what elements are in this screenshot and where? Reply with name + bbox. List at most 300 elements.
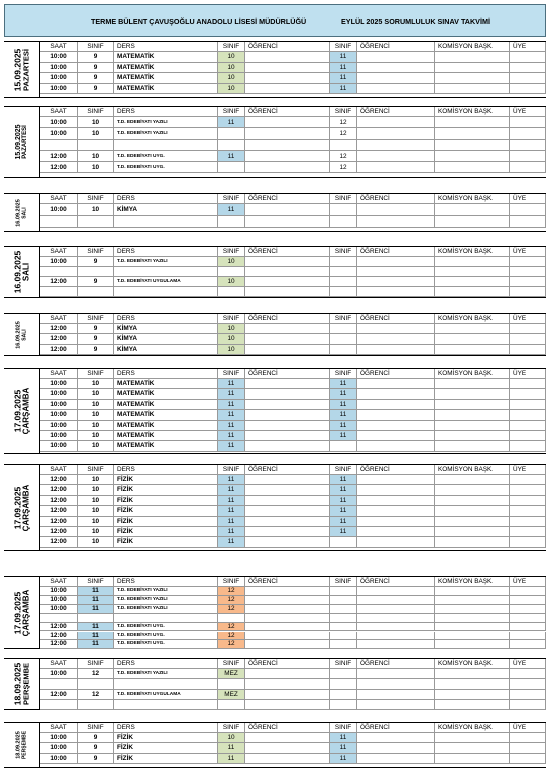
column-header-ogrenci: ÖĞRENCİ xyxy=(245,194,330,204)
cell-o2 xyxy=(357,389,435,399)
cell-s2: 11 xyxy=(218,754,245,764)
column-header-ogrenci2: ÖĞRENCİ xyxy=(357,577,435,587)
cell-ders: T.D. EDEBİYATI YAZILI xyxy=(114,669,218,679)
cell-saat xyxy=(40,140,78,151)
exam-day: PERŞEMBE xyxy=(21,662,31,706)
cell-saat: 12:00 xyxy=(40,162,78,173)
column-header-sinif3: SINIF xyxy=(330,247,357,257)
cell-saat: 10:00 xyxy=(40,379,78,389)
column-header-sinif2: SINIF xyxy=(218,194,245,204)
cell-ders: FİZİK xyxy=(114,517,218,527)
cell-s2: 10 xyxy=(218,257,245,267)
cell-sinif: 9 xyxy=(78,84,114,95)
cell-kom xyxy=(435,389,510,399)
cell-o2 xyxy=(357,517,435,527)
cell-kom xyxy=(435,324,510,334)
table-row xyxy=(40,754,546,764)
cell-kom xyxy=(435,587,510,596)
table-row xyxy=(40,475,546,485)
cell-s3: 11 xyxy=(330,389,357,399)
cell-uye xyxy=(510,527,546,537)
date-label xyxy=(13,251,30,294)
cell-uye xyxy=(510,287,546,297)
cell-ders: T.D. EDEBİYATI UYG. xyxy=(114,640,218,649)
date-label xyxy=(16,731,27,759)
cell-saat: 10:00 xyxy=(40,389,78,399)
schedule-header xyxy=(4,4,546,37)
cell-saat: 12:00 xyxy=(40,517,78,527)
table-row xyxy=(40,379,546,389)
cell-o1 xyxy=(245,421,330,431)
date-cell xyxy=(4,369,40,453)
table-row xyxy=(40,743,546,753)
exam-date: 16.09.2025 xyxy=(14,320,21,349)
cell-o1 xyxy=(245,204,330,216)
cell-s2: 11 xyxy=(218,743,245,753)
cell-uye xyxy=(510,277,546,287)
table-row xyxy=(40,506,546,516)
cell-sinif: 10 xyxy=(78,128,114,139)
cell-kom xyxy=(435,441,510,451)
cell-o1 xyxy=(245,216,330,228)
exam-date: 18.09.2025 xyxy=(12,662,23,706)
cell-s3 xyxy=(330,441,357,451)
cell-o1 xyxy=(245,267,330,277)
table-row xyxy=(40,52,546,63)
cell-s3 xyxy=(330,596,357,605)
exam-date: 15.09.2025 xyxy=(14,124,22,160)
date-cell xyxy=(4,465,40,550)
cell-uye xyxy=(510,623,546,632)
cell-o2 xyxy=(357,128,435,139)
table-row xyxy=(40,267,546,277)
column-header-sinif2: SINIF xyxy=(218,369,245,379)
cell-saat: 12:00 xyxy=(40,334,78,344)
cell-kom xyxy=(435,669,510,679)
cell-s3 xyxy=(330,690,357,700)
cell-o2 xyxy=(357,527,435,537)
cell-ders: FİZİK xyxy=(114,496,218,506)
cell-s2 xyxy=(218,287,245,297)
cell-sinif xyxy=(78,614,114,623)
cell-s2: 10 xyxy=(218,84,245,95)
cell-saat: 12:00 xyxy=(40,277,78,287)
cell-ders: MATEMATİK xyxy=(114,441,218,451)
date-cell xyxy=(4,659,40,709)
cell-sinif: 11 xyxy=(78,640,114,649)
cell-saat xyxy=(40,267,78,277)
cell-ders: MATEMATİK xyxy=(114,379,218,389)
cell-o1 xyxy=(245,52,330,63)
column-header-ogrenci: ÖĞRENCİ xyxy=(245,659,330,669)
column-header-sinif2: SINIF xyxy=(218,465,245,475)
cell-o2 xyxy=(357,204,435,216)
cell-s3: 11 xyxy=(330,517,357,527)
cell-sinif: 11 xyxy=(78,587,114,596)
column-header-ders: DERS xyxy=(114,723,218,733)
cell-o1 xyxy=(245,614,330,623)
column-header-komisyon: KOMİSYON BAŞK. xyxy=(435,723,510,733)
cell-kom xyxy=(435,623,510,632)
cell-ders: KİMYA xyxy=(114,334,218,344)
cell-sinif: 9 xyxy=(78,324,114,334)
table-row xyxy=(40,421,546,431)
cell-saat xyxy=(40,700,78,710)
cell-o2 xyxy=(357,345,435,355)
cell-sinif: 9 xyxy=(78,345,114,355)
cell-kom xyxy=(435,128,510,139)
cell-s2: 11 xyxy=(218,204,245,216)
cell-ders: MATEMATİK xyxy=(114,84,218,95)
cell-uye xyxy=(510,73,546,84)
cell-uye xyxy=(510,690,546,700)
cell-o2 xyxy=(357,267,435,277)
schedule-block xyxy=(4,106,546,178)
cell-s2 xyxy=(218,216,245,228)
cell-o1 xyxy=(245,700,330,710)
cell-o1 xyxy=(245,632,330,641)
column-header-sinif3: SINIF xyxy=(330,107,357,117)
cell-s2: 11 xyxy=(218,117,245,128)
cell-sinif: 9 xyxy=(78,334,114,344)
cell-s3: 11 xyxy=(330,379,357,389)
cell-uye xyxy=(510,700,546,710)
table-row xyxy=(40,537,546,547)
cell-o2 xyxy=(357,754,435,764)
cell-o1 xyxy=(245,669,330,679)
column-header-ogrenci2: ÖĞRENCİ xyxy=(357,369,435,379)
cell-s2: 12 xyxy=(218,640,245,649)
cell-ders: T.D. EDEBİYATI UYG. xyxy=(114,632,218,641)
cell-s3 xyxy=(330,277,357,287)
cell-s3 xyxy=(330,632,357,641)
cell-o2 xyxy=(357,743,435,753)
cell-o1 xyxy=(245,73,330,84)
schedule-block xyxy=(4,722,546,768)
column-header-komisyon: KOMİSYON BAŞK. xyxy=(435,369,510,379)
cell-s2 xyxy=(218,614,245,623)
cell-sinif: 10 xyxy=(78,162,114,173)
table-row xyxy=(40,632,546,641)
table-row xyxy=(40,517,546,527)
table-row xyxy=(40,389,546,399)
cell-o1 xyxy=(245,334,330,344)
cell-uye xyxy=(510,257,546,267)
column-header-ders: DERS xyxy=(114,369,218,379)
cell-saat: 10:00 xyxy=(40,733,78,743)
schedule-block xyxy=(4,464,546,551)
cell-saat: 10:00 xyxy=(40,410,78,420)
cell-kom xyxy=(435,277,510,287)
column-header-saat: SAAT xyxy=(40,577,78,587)
cell-o1 xyxy=(245,506,330,516)
cell-s2: 11 xyxy=(218,379,245,389)
cell-s2: 11 xyxy=(218,506,245,516)
date-cell xyxy=(4,107,40,177)
table-row xyxy=(40,690,546,700)
cell-saat: 12:00 xyxy=(40,485,78,495)
cell-o1 xyxy=(245,485,330,495)
column-header-sinif: SINIF xyxy=(78,723,114,733)
cell-kom xyxy=(435,117,510,128)
cell-ders: T.D. EDEBİYATI UYGULAMA xyxy=(114,277,218,287)
column-header-row xyxy=(40,194,546,204)
cell-s2: 10 xyxy=(218,277,245,287)
cell-kom xyxy=(435,596,510,605)
schedule-block xyxy=(4,313,546,356)
column-header-saat: SAAT xyxy=(40,194,78,204)
cell-o1 xyxy=(245,605,330,614)
cell-sinif: 11 xyxy=(78,623,114,632)
cell-saat: 12:00 xyxy=(40,690,78,700)
column-header-komisyon: KOMİSYON BAŞK. xyxy=(435,42,510,52)
column-header-sinif2: SINIF xyxy=(218,42,245,52)
cell-o2 xyxy=(357,640,435,649)
cell-sinif: 10 xyxy=(78,379,114,389)
column-header-ogrenci2: ÖĞRENCİ xyxy=(357,194,435,204)
cell-o1 xyxy=(245,128,330,139)
cell-s3 xyxy=(330,605,357,614)
date-cell xyxy=(4,314,40,355)
cell-s3: 11 xyxy=(330,485,357,495)
column-header-ogrenci: ÖĞRENCİ xyxy=(245,723,330,733)
cell-uye xyxy=(510,431,546,441)
column-header-saat: SAAT xyxy=(40,723,78,733)
column-header-ogrenci2: ÖĞRENCİ xyxy=(357,314,435,324)
column-header-ogrenci2: ÖĞRENCİ xyxy=(357,247,435,257)
cell-o1 xyxy=(245,679,330,689)
cell-kom xyxy=(435,334,510,344)
table-row xyxy=(40,485,546,495)
column-header-sinif: SINIF xyxy=(78,577,114,587)
cell-s3: 11 xyxy=(330,410,357,420)
cell-ders: FİZİK xyxy=(114,475,218,485)
table-row xyxy=(40,84,546,95)
column-header-sinif: SINIF xyxy=(78,369,114,379)
cell-ders: T.D. EDEBİYATI UYG. xyxy=(114,151,218,162)
cell-o1 xyxy=(245,151,330,162)
table-row xyxy=(40,162,546,173)
cell-s2: 11 xyxy=(218,151,245,162)
cell-kom xyxy=(435,700,510,710)
column-header-ogrenci2: ÖĞRENCİ xyxy=(357,42,435,52)
cell-s2: 10 xyxy=(218,345,245,355)
cell-o1 xyxy=(245,496,330,506)
cell-uye xyxy=(510,754,546,764)
date-label xyxy=(16,199,27,227)
cell-kom xyxy=(435,151,510,162)
cell-kom xyxy=(435,140,510,151)
exam-date: 16.09.2025 xyxy=(14,198,21,227)
cell-sinif: 9 xyxy=(78,73,114,84)
cell-uye xyxy=(510,475,546,485)
table-row xyxy=(40,669,546,679)
cell-sinif: 10 xyxy=(78,400,114,410)
cell-uye xyxy=(510,52,546,63)
cell-s3: 11 xyxy=(330,84,357,95)
cell-kom xyxy=(435,63,510,74)
cell-sinif: 10 xyxy=(78,117,114,128)
cell-o1 xyxy=(245,63,330,74)
cell-ders: MATEMATİK xyxy=(114,63,218,74)
cell-uye xyxy=(510,63,546,74)
date-cell xyxy=(4,42,40,97)
column-header-saat: SAAT xyxy=(40,247,78,257)
cell-uye xyxy=(510,640,546,649)
cell-o2 xyxy=(357,151,435,162)
cell-sinif: 10 xyxy=(78,527,114,537)
column-header-ders: DERS xyxy=(114,659,218,669)
cell-saat: 10:00 xyxy=(40,431,78,441)
cell-o1 xyxy=(245,754,330,764)
cell-o2 xyxy=(357,421,435,431)
cell-s3: 11 xyxy=(330,743,357,753)
column-header-sinif: SINIF xyxy=(78,247,114,257)
cell-s2: 12 xyxy=(218,596,245,605)
exam-date: 17.09.2025 xyxy=(11,389,22,433)
cell-o2 xyxy=(357,257,435,267)
column-header-row xyxy=(40,369,546,379)
cell-saat: 12:00 xyxy=(40,527,78,537)
cell-s2: 11 xyxy=(218,400,245,410)
cell-o1 xyxy=(245,117,330,128)
cell-ders xyxy=(114,267,218,277)
cell-o2 xyxy=(357,84,435,95)
exam-date: 15.09.2025 xyxy=(12,48,23,91)
cell-saat: 12:00 xyxy=(40,506,78,516)
cell-s3: 11 xyxy=(330,527,357,537)
cell-sinif: 12 xyxy=(78,669,114,679)
cell-saat: 10:00 xyxy=(40,587,78,596)
exam-day: PERŞEMBE xyxy=(20,730,27,760)
cell-s3: 11 xyxy=(330,496,357,506)
table-row xyxy=(40,614,546,623)
cell-uye xyxy=(510,614,546,623)
cell-s2: 10 xyxy=(218,334,245,344)
cell-o2 xyxy=(357,700,435,710)
cell-uye xyxy=(510,334,546,344)
cell-ders: FİZİK xyxy=(114,743,218,753)
cell-s2: 12 xyxy=(218,587,245,596)
cell-saat: 10:00 xyxy=(40,117,78,128)
cell-kom xyxy=(435,632,510,641)
cell-saat: 10:00 xyxy=(40,421,78,431)
column-header-sinif: SINIF xyxy=(78,42,114,52)
table-row xyxy=(40,287,546,297)
cell-ders: MATEMATİK xyxy=(114,421,218,431)
cell-s2: 11 xyxy=(218,441,245,451)
cell-kom xyxy=(435,527,510,537)
cell-s3 xyxy=(330,267,357,277)
cell-sinif: 10 xyxy=(78,410,114,420)
column-header-ders: DERS xyxy=(114,194,218,204)
column-header-komisyon: KOMİSYON BAŞK. xyxy=(435,107,510,117)
cell-ders: FİZİK xyxy=(114,485,218,495)
cell-o1 xyxy=(245,379,330,389)
cell-kom xyxy=(435,605,510,614)
exam-day: PAZARTESİ xyxy=(21,48,31,91)
cell-uye xyxy=(510,128,546,139)
cell-s2: 12 xyxy=(218,605,245,614)
table-row xyxy=(40,345,546,355)
cell-o2 xyxy=(357,669,435,679)
cell-o1 xyxy=(245,475,330,485)
cell-kom xyxy=(435,267,510,277)
cell-s2: 12 xyxy=(218,632,245,641)
column-header-komisyon: KOMİSYON BAŞK. xyxy=(435,194,510,204)
column-header-ders: DERS xyxy=(114,107,218,117)
cell-kom xyxy=(435,431,510,441)
column-header-uye: ÜYE xyxy=(510,314,546,324)
cell-s2 xyxy=(218,140,245,151)
cell-kom xyxy=(435,614,510,623)
cell-o1 xyxy=(245,527,330,537)
cell-saat: 12:00 xyxy=(40,475,78,485)
cell-kom xyxy=(435,73,510,84)
column-header-sinif2: SINIF xyxy=(218,659,245,669)
cell-s2: 10 xyxy=(218,73,245,84)
cell-o1 xyxy=(245,743,330,753)
cell-s3 xyxy=(330,700,357,710)
column-header-ogrenci: ÖĞRENCİ xyxy=(245,314,330,324)
table-row xyxy=(40,324,546,334)
table-row xyxy=(40,277,546,287)
column-header-ogrenci: ÖĞRENCİ xyxy=(245,577,330,587)
table-row xyxy=(40,623,546,632)
exam-day: ÇARŞAMBA xyxy=(20,387,30,435)
cell-s3: 12 xyxy=(330,162,357,173)
column-header-uye: ÜYE xyxy=(510,659,546,669)
cell-sinif xyxy=(78,679,114,689)
cell-s2: 12 xyxy=(218,623,245,632)
schedule-block xyxy=(4,368,546,454)
cell-saat: 12:00 xyxy=(40,623,78,632)
cell-uye xyxy=(510,345,546,355)
cell-saat: 10:00 xyxy=(40,52,78,63)
cell-ders: MATEMATİK xyxy=(114,410,218,420)
cell-uye xyxy=(510,743,546,753)
cell-saat: 10:00 xyxy=(40,605,78,614)
cell-uye xyxy=(510,204,546,216)
column-header-ogrenci: ÖĞRENCİ xyxy=(245,42,330,52)
cell-s2: MEZ xyxy=(218,690,245,700)
cell-o2 xyxy=(357,431,435,441)
exam-date: 17.09.2025 xyxy=(11,591,22,634)
column-header-sinif3: SINIF xyxy=(330,194,357,204)
cell-kom xyxy=(435,537,510,547)
cell-saat: 10:00 xyxy=(40,128,78,139)
cell-o1 xyxy=(245,587,330,596)
column-header-row xyxy=(40,465,546,475)
cell-kom xyxy=(435,754,510,764)
cell-ders: FİZİK xyxy=(114,733,218,743)
column-header-sinif: SINIF xyxy=(78,194,114,204)
cell-o2 xyxy=(357,63,435,74)
cell-sinif: 10 xyxy=(78,506,114,516)
table-row xyxy=(40,257,546,267)
date-label xyxy=(16,321,27,349)
cell-saat: 10:00 xyxy=(40,754,78,764)
cell-o2 xyxy=(357,324,435,334)
column-header-uye: ÜYE xyxy=(510,465,546,475)
exam-date: 16.09.2025 xyxy=(11,250,22,294)
cell-saat: 12:00 xyxy=(40,151,78,162)
cell-ders: MATEMATİK xyxy=(114,73,218,84)
table-row xyxy=(40,431,546,441)
cell-uye xyxy=(510,537,546,547)
table-row xyxy=(40,700,546,710)
column-header-sinif3: SINIF xyxy=(330,723,357,733)
